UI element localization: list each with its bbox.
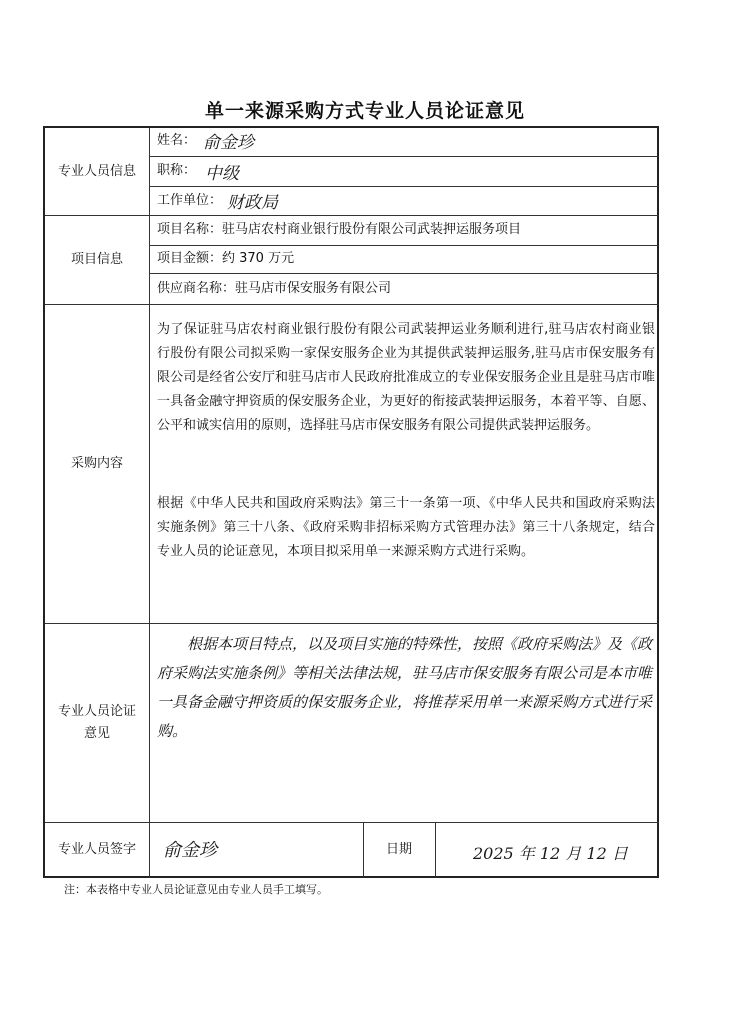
procurement-paragraph-1: 为了保证驻马店农村商业银行股份有限公司武装押运业务顺利进行,驻马店农村商业银行股份有限公司拟采购一家保安服务企业为其提供武装押运服务,驻马店市保安服务有限公司是经省公安厅和驻马店市人民政府批准成立的专业保安服务企业且是驻马店市唯一具备金融守押资质的保安服务企业，为更好的衔接武装押运服务，本着平等、自愿、公平和诚实信用的原则，选择驻马店市保安服务有限公司提供武装押运服务。 xyxy=(157,322,655,433)
page-title: 单一来源采购方式专业人员论证意见 xyxy=(204,100,525,122)
unit-label: 工作单位： xyxy=(157,193,223,208)
title-handwritten: 中级 xyxy=(205,164,239,184)
footnote: 注：本表格中专业人员论证意见由专业人员手工填写。 xyxy=(64,883,328,896)
name-handwritten: 俞金珍 xyxy=(203,133,254,153)
unit-handwritten: 财政局 xyxy=(227,193,278,213)
project-amount: 项目金额：约 370 万元 xyxy=(157,251,295,266)
date-handwritten: 2025 年 12 月 12 日 xyxy=(473,844,628,863)
label-column-divider xyxy=(149,128,150,878)
row-divider xyxy=(149,273,659,274)
opinion-label-line-1: 专业人员论证 xyxy=(57,703,136,719)
date-label: 日期 xyxy=(385,842,412,857)
supplier-name: 供应商名称：驻马店市保安服务有限公司 xyxy=(157,281,392,296)
signature-handwritten: 俞金珍 xyxy=(163,840,217,861)
name-label: 姓名： xyxy=(157,133,197,148)
signature-label: 专业人员签字 xyxy=(57,842,136,857)
opinion-label-line-2: 意见 xyxy=(83,725,110,741)
opinion-handwritten: 根据本项目特点，以及项目实施的特殊性，按照《政府采购法》及《政府采购法实施条例》等相关法律法规，驻马店市保安服务有限公司是本市唯一具备金融守押资质的保安服务企业，将推荐采用单一来源采购方式进行采购。 xyxy=(157,635,653,740)
date-label-divider-right xyxy=(435,822,436,878)
procurement-label: 采购内容 xyxy=(70,455,123,471)
row-divider xyxy=(149,156,659,157)
title-label: 职称： xyxy=(157,163,197,178)
opinion-label xyxy=(45,623,149,822)
expert-info-label: 专业人员信息 xyxy=(57,163,136,179)
project-name: 项目名称：驻马店农村商业银行股份有限公司武装押运服务项目 xyxy=(157,222,522,237)
row-divider xyxy=(149,186,659,187)
row-divider xyxy=(149,245,659,246)
procurement-paragraph-2: 根据《中华人民共和国政府采购法》第三十一条第一项、《中华人民共和国政府采购法实施条例》第三十八条、《政府采购非招标采购方式管理办法》第三十八条规定，结合专业人员的论证意见，本项目拟采用单一来源采购方式进行采购。 xyxy=(157,496,655,559)
argument-form xyxy=(43,126,659,878)
project-info-label: 项目信息 xyxy=(70,251,123,267)
